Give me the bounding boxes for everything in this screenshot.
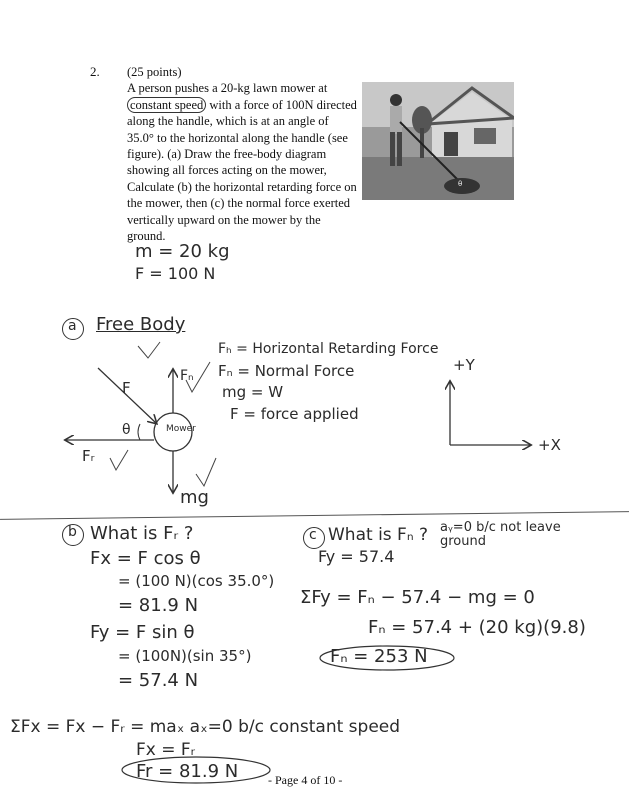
part-c-question: What is Fₙ ? <box>328 525 429 545</box>
theta-arc <box>138 424 140 440</box>
constant-speed-highlight: constant speed <box>127 97 206 113</box>
axis-x-label: +X <box>538 436 561 454</box>
fx-substitution: = (100 N)(cos 35.0°) <box>118 572 275 590</box>
given-force: F = 100 N <box>135 264 216 283</box>
problem-points: (25 points) <box>127 65 182 79</box>
problem-line-a: A person pushes a 20-kg lawn mower at <box>127 81 328 96</box>
given-mass: m = 20 kg <box>135 241 230 262</box>
mower-label: Mower <box>166 424 196 434</box>
label-fn: Fₙ <box>180 368 194 384</box>
fy-result: = 57.4 N <box>118 670 199 691</box>
fx-formula: Fx = F cos θ <box>90 548 201 569</box>
check-mark-mg <box>196 458 216 486</box>
svg-text:θ: θ <box>458 180 463 188</box>
check-mark-f <box>138 342 160 358</box>
problem-body: with a force of 100N directed along the handle, which is at an angle of 35.0° to the horizontal along the handle (see figure). (a) Draw the free-body diagram showing all forces acting on the mower, Calculate (b) the horizontal retarding force on the mower, then (c) the normal force exerted vertically upward on the mower by the ground. <box>127 97 357 244</box>
fy-substitution: = (100N)(sin 35°) <box>118 647 252 665</box>
axis-y-label: +Y <box>453 356 475 374</box>
fn-expression: Fₙ = 57.4 + (20 kg)(9.8) <box>368 617 586 638</box>
part-b-answer: Fr = 81.9 N <box>136 761 239 782</box>
fy-value: Fy = 57.4 <box>318 547 395 566</box>
label-theta: θ <box>122 422 131 438</box>
sum-fx-equation: ΣFx = Fx − Fᵣ = maₓ aₓ=0 b/c constant speed <box>10 717 401 737</box>
check-mark-fr <box>110 450 128 470</box>
label-f: F <box>122 379 131 397</box>
legend-normal: Fₙ = Normal Force <box>218 362 355 380</box>
problem-number: 2. <box>90 64 100 79</box>
fx-result: = 81.9 N <box>118 595 199 616</box>
part-c-answer: Fₙ = 253 N <box>330 646 428 667</box>
legend-weight: mg = W <box>222 383 284 401</box>
free-body-title: Free Body <box>96 314 186 335</box>
legend-applied: F = force applied <box>230 405 359 423</box>
part-a-label: a <box>68 318 77 334</box>
label-fr: Fᵣ <box>82 447 95 465</box>
part-b-question: What is Fᵣ ? <box>90 523 194 544</box>
fx-equals-fr: Fx = Fᵣ <box>136 740 196 760</box>
label-mg: mg <box>180 487 209 508</box>
part-c-note: aᵧ=0 b/c not leave ground <box>440 520 561 549</box>
page-footer: - Page 4 of 10 - <box>268 773 343 787</box>
legend-retarding: Fₕ = Horizontal Retarding Force <box>218 341 439 357</box>
part-b-label: b <box>68 524 77 540</box>
sum-fy-equation: ΣFy = Fₙ − 57.4 − mg = 0 <box>300 587 535 608</box>
part-c-label: c <box>309 527 317 543</box>
fy-formula: Fy = F sin θ <box>90 622 195 643</box>
